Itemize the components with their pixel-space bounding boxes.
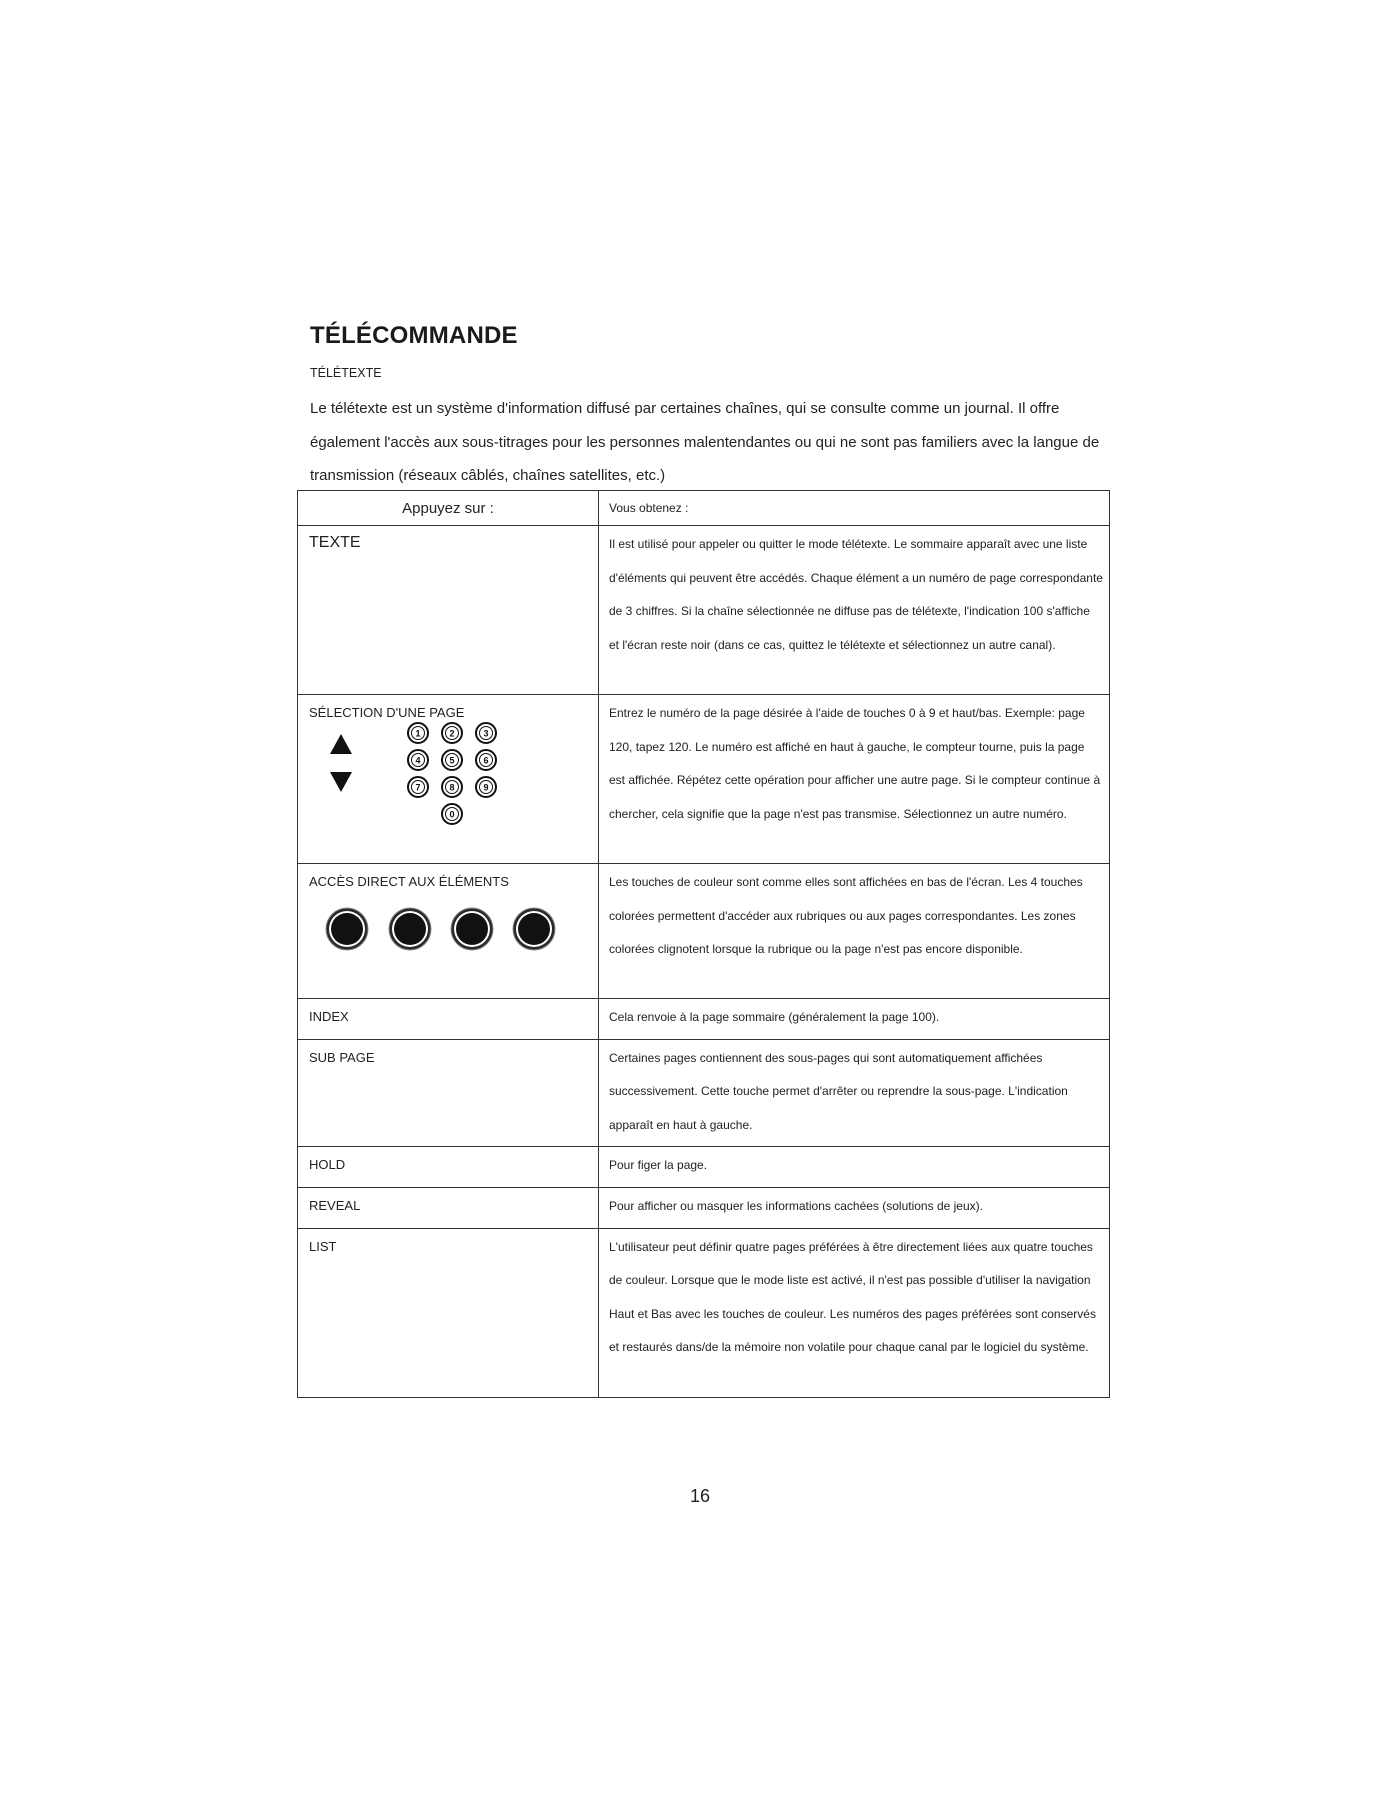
keypad-digit-0 [442, 804, 462, 824]
page-number: 16 [689, 1486, 711, 1506]
keypad-digit-9 [476, 777, 496, 797]
table-row [298, 526, 1110, 695]
color-key-icon-2 [389, 908, 431, 950]
keypad-illustration [309, 720, 598, 840]
section-subtitle: TÉLÉTEXTE [310, 366, 382, 380]
table-row [298, 1187, 1110, 1228]
svg-text:6: 6 [483, 755, 489, 766]
row-description: Les touches de couleur sont comme elles sont affichées en bas de l'écran. Les 4 touches colorées permettent d'accéder aux rubriques ou aux pages correspondantes. Les zones colorées clignotent lorsque la rubrique ou la page n'est pas encore disponible. [609, 875, 1083, 957]
color-key-icon-4 [513, 908, 555, 950]
color-keys-svg [309, 889, 599, 987]
row-desc-cell [599, 1187, 1110, 1228]
table-row [298, 1039, 1110, 1147]
row-label: LIST [298, 1228, 599, 1397]
keypad-digit-8 [442, 777, 462, 797]
row-label: TEXTE [298, 526, 599, 695]
color-key-icon-1 [326, 908, 368, 950]
row-label: HOLD [298, 1147, 599, 1188]
color-keys-illustration [309, 889, 598, 987]
row-desc-cell [599, 1039, 1110, 1147]
row-desc-cell [599, 1228, 1110, 1397]
row-label: INDEX [298, 999, 599, 1040]
header-result: Vous obtenez : [599, 491, 1110, 526]
keypad-digit-5 [442, 750, 462, 770]
row-desc-cell [599, 864, 1110, 999]
svg-text:8: 8 [449, 782, 455, 793]
row-description: Certaines pages contiennent des sous-pages qui sont automatiquement affichées successivement. Cette touche permet d'arrêter ou reprendre la sous-page. L'indication apparaît en haut à gauche. [609, 1050, 1068, 1132]
table-row [298, 864, 1110, 999]
row-description: Pour figer la page. [609, 1158, 708, 1173]
row-description: L'utilisateur peut définir quatre pages préférées à être directement liées aux quatre touches de couleur. Lorsque que le mode liste est activé, il n'est pas possible d'utiliser la navigation Haut et Bas avec les touches de couleur. Les numéros des pages préférées sont conservés et restaurés dans/de la mémoire non volatile pour chaque canal par le logiciel du système. [609, 1239, 1096, 1355]
table-row [298, 1228, 1110, 1397]
keypad-digit-7 [408, 777, 428, 797]
svg-text:4: 4 [415, 755, 421, 766]
color-keys-group [326, 908, 555, 950]
keypad-digit-1 [408, 723, 428, 743]
table-header-row [298, 491, 1110, 526]
row-label: SUB PAGE [298, 1039, 599, 1147]
svg-text:0: 0 [449, 809, 455, 820]
color-key-icon-3 [451, 908, 493, 950]
header-press: Appuyez sur : [298, 491, 599, 526]
page-title: TÉLÉCOMMANDE [310, 322, 518, 349]
down-arrow-icon [330, 772, 352, 792]
row-description: Entrez le numéro de la page désirée à l'aide de touches 0 à 9 et haut/bas. Exemple: page 120, tapez 120. Le numéro est affiché en haut à gauche, le compteur tourne, puis la page est affichée. Répétez cette opération pour afficher une autre page. Si le compteur continue à chercher, cela signifie que la page n'est pas transmise. Sélectionnez un autre numéro. [609, 706, 1101, 821]
row-description: Pour afficher ou masquer les informations cachées (solutions de jeux). [609, 1198, 983, 1213]
row-label-cell [298, 864, 599, 999]
table-row [298, 1147, 1110, 1188]
svg-text:2: 2 [449, 728, 455, 739]
svg-text:9: 9 [483, 782, 489, 793]
svg-text:1: 1 [415, 728, 421, 739]
row-label-cell [298, 695, 599, 864]
row-description: Il est utilisé pour appeler ou quitter le mode télétexte. Le sommaire apparaît avec une liste d'éléments qui peuvent être accédés. Chaque élément a un numéro de page correspondante de 3 chiffres. Si la chaîne sélectionnée ne diffuse pas de télétexte, l'indication 100 s'affiche et l'écran reste noir (dans ce cas, quittez le télétexte et sélectionnez un autre canal). [609, 537, 1103, 652]
keypad-digit-2 [442, 723, 462, 743]
keypad-svg [309, 720, 599, 840]
row-label: REVEAL [298, 1187, 599, 1228]
row-label: ACCÈS DIRECT AUX ÉLÉMENTS [309, 874, 509, 889]
keypad-digit-6 [476, 750, 496, 770]
row-desc-cell [599, 526, 1110, 695]
row-description: Cela renvoie à la page sommaire (généralement la page 100). [609, 1010, 940, 1024]
row-desc-cell [599, 999, 1110, 1040]
svg-text:5: 5 [449, 755, 455, 766]
numeric-keypad [408, 723, 496, 824]
table-row [298, 695, 1110, 864]
up-arrow-icon [330, 734, 352, 754]
row-desc-cell [599, 695, 1110, 864]
row-desc-cell [599, 1147, 1110, 1188]
intro-paragraph: Le télétexte est un système d'information diffusé par certaines chaînes, qui se consulte comme un journal. Il offre également l'accès aux sous-titrages pour les personnes malentendantes ou qui ne sont pas familiers avec la langue de transmission (réseaux câblés, chaînes satellites, etc.) [310, 400, 1100, 484]
row-label: SÉLECTION D'UNE PAGE [309, 705, 465, 720]
teletext-table [297, 490, 1110, 1398]
svg-text:7: 7 [415, 782, 421, 793]
table-row [298, 999, 1110, 1040]
keypad-digit-3 [476, 723, 496, 743]
keypad-digit-4 [408, 750, 428, 770]
svg-text:3: 3 [483, 728, 489, 739]
